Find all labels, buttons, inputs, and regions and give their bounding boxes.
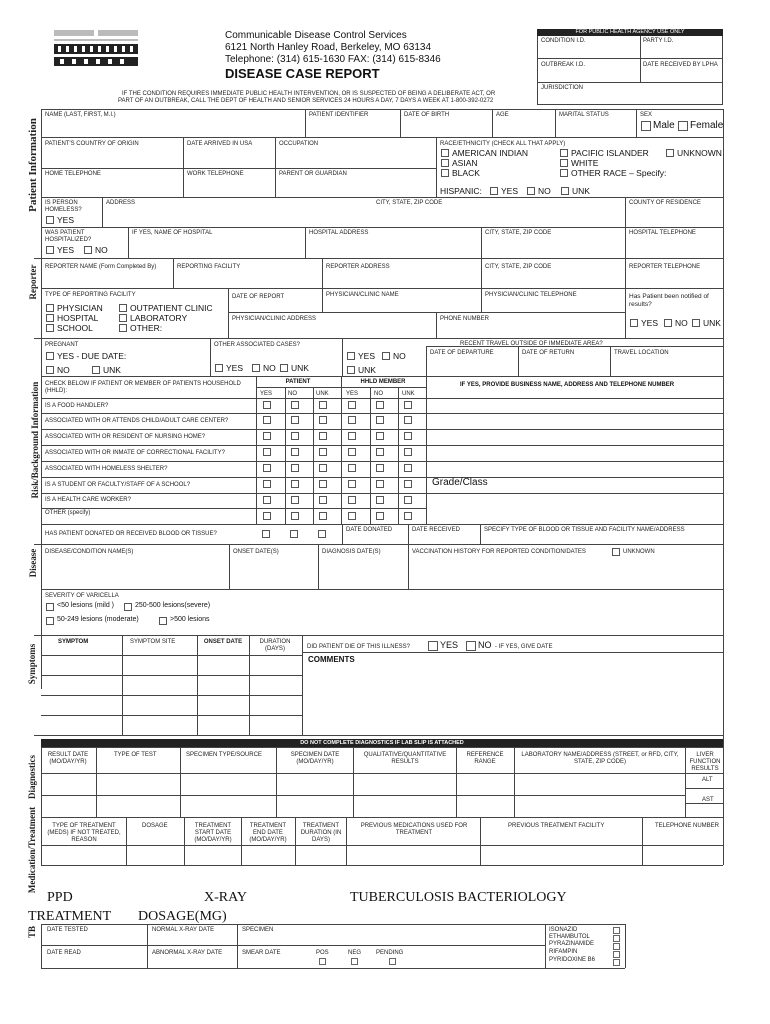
risk-q3-hhld-unk-checkbox[interactable] [404,432,412,440]
risk-q8-hhld-yes-checkbox[interactable] [348,512,356,520]
symptom-header: SYMPTOM [58,639,89,645]
risk-q4-hhld-yes-checkbox[interactable] [348,448,356,456]
tb-pyrazinamide-checkbox[interactable] [613,943,620,950]
risk-q3-patient-no-checkbox[interactable] [291,432,299,440]
age-field[interactable]: AGE [496,112,509,118]
sex-female-checkbox[interactable] [678,121,688,131]
smear-neg-checkbox[interactable] [351,958,358,965]
question-food-handler: IS A FOOD HANDLER? [45,403,109,409]
tb-ethambutol-checkbox[interactable] [613,935,620,942]
jurisdiction-field[interactable]: JURISDICTION [541,85,583,91]
party-id-field[interactable]: PARTY I.D. [643,38,674,44]
risk-q3-hhld-no-checkbox[interactable] [376,432,384,440]
risk-q6-hhld-no-checkbox[interactable] [376,480,384,488]
risk-q5-hhld-yes-checkbox[interactable] [348,464,356,472]
reporter-name-field[interactable]: REPORTER NAME (Form Completed By) [45,264,157,270]
risk-q8-patient-yes-checkbox[interactable] [263,512,271,520]
ast-label: AST [702,797,714,803]
section-label-risk: Risk/Background Information [30,381,40,499]
hospital-city-field[interactable]: CITY, STATE, ZIP CODE [485,230,552,236]
died-no-checkbox[interactable] [466,641,476,651]
patient-no-col: NO [288,391,297,397]
hospitalized-yes-checkbox[interactable] [46,246,54,254]
race-pacific-islander-checkbox[interactable] [560,149,568,157]
question-school: IS A STUDENT OR FACULTY/STAFF OF A SCHOOL? [45,482,191,488]
tb-pyridoxine-checkbox[interactable] [613,959,620,966]
risk-q2-hhld-yes-checkbox[interactable] [348,416,356,424]
onset-date-header: ONSET DATE [203,639,243,645]
patient-died-label: DID PATIENT DIE OF THIS ILLNESS? [307,644,410,650]
hispanic-label: HISPANIC: [440,186,482,196]
section-label-disease: Disease [28,548,38,578]
notified-no-checkbox[interactable] [664,319,672,327]
race-unknown-checkbox[interactable] [666,149,674,157]
question-correctional: ASSOCIATED WITH OR INMATE OF CORRECTIONAL FACILITY? [45,450,225,456]
tb-med-ethambutol: ETHAMBUTOL [549,934,590,940]
donated-yes-checkbox[interactable] [262,530,270,538]
business-info-label: IF YES, PROVIDE BUSINESS NAME, ADDRESS AND TELEPHONE NUMBER [460,382,675,388]
form-title: DISEASE CASE REPORT [225,66,380,81]
risk-q2-hhld-no-checkbox[interactable] [376,416,384,424]
died-yes-checkbox[interactable] [428,641,438,651]
risk-q4-hhld-no-checkbox[interactable] [376,448,384,456]
patient-name-field[interactable]: NAME (LAST, FIRST, M.I.) [45,112,116,118]
hhld-yes-col: YES [346,391,359,397]
donated-no-checkbox[interactable] [290,530,298,538]
outbreak-id-field[interactable]: OUTBREAK I.D. [541,62,586,68]
homeless-yes-label: YES [57,215,75,225]
race-pacific-islander-label: PACIFIC ISLANDER [571,148,649,158]
risk-q6-hhld-unk-checkbox[interactable] [404,480,412,488]
date-tested-field[interactable]: DATE TESTED [47,927,88,933]
race-asian-label: ASIAN [452,158,478,168]
hospitalized-no-checkbox[interactable] [84,246,92,254]
notified-yes-checkbox[interactable] [630,319,638,327]
risk-q1-hhld-yes-checkbox[interactable] [348,401,356,409]
symptom-site-header: SYMPTOM SITE [130,639,176,645]
sex-male-label: Male [653,120,675,131]
notified-unk-label: UNK [703,318,721,328]
homeless-label: IS PERSON HOMELESS? [45,200,82,213]
risk-q1-patient-no-checkbox[interactable] [291,401,299,409]
date-donated-field[interactable]: DATE DONATED [346,527,393,533]
hospitalized-yes-label: YES [57,245,75,255]
start-date-header: TREATMENT START DATE (MO/DAY/YR) [194,823,232,843]
alt-label: ALT [702,777,713,783]
varicella-severe-label: 250-500 lesions(severe) [135,602,211,609]
sex-female-label: Female [690,120,724,131]
risk-q8-patient-no-checkbox[interactable] [291,512,299,520]
condition-id-field[interactable]: CONDITION I.D. [541,38,586,44]
patient-notified-label: Has Patient been notified of results? [629,293,709,308]
pregnant-unk-checkbox[interactable] [92,366,100,374]
race-other-checkbox[interactable] [560,169,568,177]
notified-yes-label: YES [641,318,659,328]
died-yes-label: YES [440,640,459,650]
pregnant-unk-label: UNK [103,365,121,375]
other-specify-field[interactable]: OTHER (specify) [45,510,91,516]
reference-range-header: REFERENCE RANGE [466,752,504,765]
risk-q3-hhld-yes-checkbox[interactable] [348,432,356,440]
facility-school-label: SCHOOL [57,323,93,333]
phone-number-field[interactable]: PHONE NUMBER [440,316,490,322]
grade-class-label: Grade/Class [432,477,488,488]
hhld-unk-col: UNK [402,391,415,397]
risk-q6-hhld-yes-checkbox[interactable] [348,480,356,488]
varicella-mild-label: <50 lesions (mild ) [57,602,114,609]
varicella-label: SEVERITY OF VARICELLA [45,593,119,599]
agency-phone: Telephone: (314) 615-1630 FAX: (314) 615-8346 [225,54,441,65]
smear-date-field[interactable]: SMEAR DATE [242,950,281,956]
facility-physician-label: PHYSICIAN [57,303,103,313]
xray-heading: X-RAY [204,890,248,905]
treatment-telephone-header: TELEPHONE NUMBER [655,823,720,829]
travel-unk-label: UNK [358,365,376,375]
previous-facility-header: PREVIOUS TREATMENT FACILITY [508,823,605,829]
date-read-field[interactable]: DATE READ [47,950,81,956]
patient-yes-col: YES [260,391,273,397]
tb-med-pyrazinamide: PYRAZINAMIDE [549,941,595,947]
marital-status-field[interactable]: MARITAL STATUS [559,112,609,118]
risk-q1-hhld-no-checkbox[interactable] [376,401,384,409]
notified-no-label: NO [675,318,688,328]
other-cases-unk-checkbox[interactable] [280,364,288,372]
race-black-checkbox[interactable] [441,169,449,177]
section-label-treatment: Medication/Treatment [27,806,37,894]
patient-unk-col: UNK [316,391,329,397]
agency-name: Communicable Disease Control Services [225,30,407,41]
previous-meds-header: PREVIOUS MEDICATIONS USED FOR TREATMENT [360,823,468,836]
travel-yes-checkbox[interactable] [347,352,355,360]
test-type-header: TYPE OF TEST [114,752,157,758]
pregnant-no-label: NO [57,365,70,375]
race-white-label: WHITE [571,158,599,168]
facility-other-checkbox[interactable] [119,324,127,332]
risk-q6-patient-unk-checkbox[interactable] [319,480,327,488]
hispanic-yes-checkbox[interactable] [490,187,498,195]
risk-q7-hhld-unk-checkbox[interactable] [404,496,412,504]
home-telephone-field[interactable]: HOME TELEPHONE [45,171,101,177]
other-cases-no-checkbox[interactable] [252,364,260,372]
question-homeless-shelter: ASSOCIATED WITH HOMELESS SHELTER? [45,466,168,472]
risk-q3-patient-unk-checkbox[interactable] [319,432,327,440]
risk-q1-patient-yes-checkbox[interactable] [263,401,271,409]
risk-q7-patient-no-checkbox[interactable] [291,496,299,504]
tb-rifampin-checkbox[interactable] [613,951,620,958]
clinic-telephone-field[interactable]: PHYSICIAN/CLINIC TELEPHONE [485,292,577,298]
hhld-column-header: HHLD MEMBER [360,379,406,385]
travel-yes-label: YES [358,351,376,361]
ppd-heading: PPD [47,890,73,905]
facility-physician-checkbox[interactable] [46,304,54,312]
travel-no-checkbox[interactable] [382,352,390,360]
pregnant-no-checkbox[interactable] [46,366,54,374]
tb-med-pyridoxine: PYRIDOXINE B6 [549,957,596,963]
hospital-name-field[interactable]: IF YES, NAME OF HOSPITAL [132,230,213,236]
section-label-reporter: Reporter [28,264,38,300]
facility-outpatient-checkbox[interactable] [119,304,127,312]
notice-line-1: IF THE CONDITION REQUIRES IMMEDIATE PUBLIC HEALTH INTERVENTION, OR IS SUSPECTED OF BEING A DELIBERATE ACT, OR [122,91,496,97]
hispanic-unk-label: UNK [572,186,590,196]
hhld-no-col: NO [374,391,383,397]
risk-q5-patient-unk-checkbox[interactable] [319,464,327,472]
section-label-tb: TB [27,926,37,939]
race-white-checkbox[interactable] [560,159,568,167]
section-label-symptoms: Symptoms [27,643,37,685]
date-arrived-usa-field[interactable]: DATE ARRIVED IN USA [187,141,253,147]
pregnant-yes-due-label: YES - DUE DATE: [57,351,127,361]
risk-q2-hhld-unk-checkbox[interactable] [404,416,412,424]
question-child-care: ASSOCIATED WITH OR ATTENDS CHILD/ADULT CARE CENTER? [45,418,229,424]
specimen-date-header: SPECIMEN DATE (MO/DAY/YR) [290,752,340,765]
facility-laboratory-label: LABORATORY [130,313,188,323]
smear-pending-checkbox[interactable] [389,958,396,965]
risk-q7-hhld-no-checkbox[interactable] [376,496,384,504]
pregnant-label: PREGNANT [45,342,79,348]
risk-q7-patient-unk-checkbox[interactable] [319,496,327,504]
died-date-label: - IF YES, GIVE DATE [495,644,553,650]
hospital-address-field[interactable]: HOSPITAL ADDRESS [309,230,369,236]
onset-dates-field[interactable]: ONSET DATE(S) [233,549,279,555]
agency-logo [52,27,142,69]
section-label-patient: Patient Information [27,118,39,212]
comments-field[interactable] [303,666,721,734]
diagnostics-banner: DO NOT COMPLETE DIAGNOSTICS IF LAB SLIP IS ATTACHED [41,739,723,747]
patient-column-header: PATIENT [285,379,311,385]
city-state-zip-field[interactable]: CITY, STATE, ZIP CODE [376,200,443,206]
race-asian-checkbox[interactable] [441,159,449,167]
sex-label: SEX [640,112,653,118]
smear-pos-label: POS [316,950,329,956]
risk-q3-patient-yes-checkbox[interactable] [263,432,271,440]
race-unknown-label: UNKNOWN [677,148,722,158]
risk-q7-patient-yes-checkbox[interactable] [263,496,271,504]
results-header: QUALITATIVE/QUANTITATIVE RESULTS [363,752,447,765]
clinic-name-field[interactable]: PHYSICIAN/CLINIC NAME [326,292,399,298]
travel-no-label: NO [393,351,406,361]
duration-header: DURATION (DAYS) [259,639,291,652]
hispanic-no-label: NO [538,186,551,196]
date-received-field[interactable]: DATE RECEIVED [412,527,460,533]
departure-date-field[interactable]: DATE OF DEPARTURE [430,350,494,356]
abnormal-xray-field[interactable]: ABNORMAL X-RAY DATE [152,950,223,956]
treatment-type-header: TYPE OF TREATMENT (MEDS) IF NOT TREATED, REASON [47,823,121,843]
other-cases-yes-label: YES [226,363,244,373]
diagnosis-dates-field[interactable]: DIAGNOSIS DATE(S) [322,549,381,555]
travel-unk-checkbox[interactable] [347,366,355,374]
varicella-moderate-label: 50-249 lesions (moderate) [57,616,139,623]
question-nursing-home: ASSOCIATED WITH OR RESIDENT OF NURSING HOME? [45,434,206,440]
disease-names-field[interactable]: DISEASE/CONDITION NAME(S) [45,549,134,555]
donated-unk-checkbox[interactable] [318,530,326,538]
risk-q5-hhld-no-checkbox[interactable] [376,464,384,472]
other-cases-label: OTHER ASSOCIATED CASES? [214,342,300,348]
risk-q4-patient-no-checkbox[interactable] [291,448,299,456]
liver-function-header: LIVER FUNCTION RESULTS [689,752,721,772]
race-other-label: OTHER RACE – Specify: [571,168,667,178]
result-date-header: RESULT DATE (MO/DAY/YR) [47,752,89,765]
homeless-yes-checkbox[interactable] [46,216,54,224]
question-health-care-worker: IS A HEALTH CARE WORKER? [45,497,131,503]
date-received-lpha-field[interactable]: DATE RECEIVED BY LPHA [643,62,718,68]
smear-neg-label: NEG [348,950,362,956]
vaccination-unknown-checkbox[interactable] [612,548,620,556]
treatment-heading: TREATMENT [28,909,112,924]
facility-laboratory-checkbox[interactable] [119,314,127,322]
risk-q8-hhld-unk-checkbox[interactable] [404,512,412,520]
facility-hospital-label: HOSPITAL [57,313,99,323]
varicella-severe-checkbox[interactable] [124,603,132,611]
risk-q8-patient-unk-checkbox[interactable] [319,512,327,520]
risk-q6-patient-yes-checkbox[interactable] [263,480,271,488]
facility-outpatient-label: OUTPATIENT CLINIC [130,303,213,313]
facility-type-label: TYPE OF REPORTING FACILITY [45,292,136,298]
treatment-duration-header: TREATMENT DURATION (IN DAYS) [300,823,342,843]
risk-q2-patient-unk-checkbox[interactable] [319,416,327,424]
section-label-diagnostics: Diagnostics [27,755,37,800]
risk-q1-patient-unk-checkbox[interactable] [319,401,327,409]
reporting-facility-field[interactable]: REPORTING FACILITY [177,264,241,270]
hospitalized-no-label: NO [95,245,108,255]
facility-hospital-checkbox[interactable] [46,314,54,322]
hispanic-yes-label: YES [501,186,519,196]
risk-q5-patient-yes-checkbox[interactable] [263,464,271,472]
office-use-header: FOR PUBLIC HEALTH AGENCY USE ONLY [537,29,723,36]
risk-q1-hhld-unk-checkbox[interactable] [404,401,412,409]
notice-line-2: PART OF AN OUTBREAK, CALL THE DEPT OF HEALTH AND SENIOR SERVICES 24 HOURS A DAY, 7 DAYS A WEEK AT 1-800-392-0272 [118,98,494,104]
other-cases-unk-label: UNK [291,363,309,373]
specimen-field[interactable]: SPECIMEN [242,927,274,933]
bacteriology-heading: TUBERCULOSIS BACTERIOLOGY [350,890,567,905]
comments-label: COMMENTS [308,655,355,664]
tissue-type-field[interactable]: SPECIFY TYPE OF BLOOD OR TISSUE AND FACILITY NAME/ADDRESS [484,527,685,533]
tb-med-isonazid: ISONAZID [549,927,578,933]
race-american-indian-checkbox[interactable] [441,149,449,157]
normal-xray-field[interactable]: NORMAL X-RAY DATE [152,927,215,933]
county-of-residence-field[interactable]: COUNTY OF RESIDENCE [629,200,701,206]
hispanic-no-checkbox[interactable] [527,187,535,195]
reporter-telephone-field[interactable]: REPORTER TELEPHONE [629,264,701,270]
smear-pending-label: PENDING [376,950,404,956]
risk-q2-patient-yes-checkbox[interactable] [263,416,271,424]
travel-label: RECENT TRAVEL OUTSIDE OF IMMEDIATE AREA? [460,341,603,347]
donated-blood-label: HAS PATIENT DONATED OR RECEIVED BLOOD OR TISSUE? [45,531,217,537]
parent-guardian-field[interactable]: PARENT OR GUARDIAN [279,171,347,177]
return-date-field[interactable]: DATE OF RETURN [522,350,575,356]
vaccination-history-field[interactable]: VACCINATION HISTORY FOR REPORTED CONDITION/DATES [412,549,586,555]
reporter-city-field[interactable]: CITY, STATE, ZIP CODE [485,264,552,270]
sex-male-checkbox[interactable] [641,121,651,131]
hospital-telephone-field[interactable]: HOSPITAL TELEPHONE [629,230,696,236]
risk-q7-hhld-yes-checkbox[interactable] [348,496,356,504]
risk-q5-patient-no-checkbox[interactable] [291,464,299,472]
notified-unk-checkbox[interactable] [692,319,700,327]
dosage-mg-heading: DOSAGE(MG) [138,909,227,924]
other-cases-yes-checkbox[interactable] [215,364,223,372]
hispanic-unk-checkbox[interactable] [561,187,569,195]
risk-q4-patient-unk-checkbox[interactable] [319,448,327,456]
varicella-500-checkbox[interactable] [159,617,167,625]
date-of-birth-field[interactable]: DATE OF BIRTH [404,112,450,118]
hospitalized-label: WAS PATIENT HOSPITALIZED? [45,230,92,243]
race-black-label: BLACK [452,168,480,178]
risk-q5-hhld-unk-checkbox[interactable] [404,464,412,472]
risk-q6-patient-no-checkbox[interactable] [291,480,299,488]
date-of-report-field[interactable]: DATE OF REPORT [232,294,285,300]
occupation-field[interactable]: OCCUPATION [279,141,319,147]
clinic-address-field[interactable]: PHYSICIAN/CLINIC ADDRESS [232,316,317,322]
tb-isonazid-checkbox[interactable] [613,927,620,934]
lab-name-header: LABORATORY NAME/ADDRESS (STREET, or RFD, CITY, STATE, ZIP CODE) [521,752,679,765]
varicella-moderate-checkbox[interactable] [46,617,54,625]
dosage-header: DOSAGE [142,823,168,829]
risk-q4-patient-yes-checkbox[interactable] [263,448,271,456]
race-label: RACE/ETHNICITY (CHECK ALL THAT APPLY) [440,141,566,147]
work-telephone-field[interactable]: WORK TELEPHONE [187,171,244,177]
facility-school-checkbox[interactable] [46,324,54,332]
address-field[interactable]: ADDRESS [106,200,136,206]
pregnant-yes-checkbox[interactable] [46,352,54,360]
risk-q2-patient-no-checkbox[interactable] [291,416,299,424]
reporter-address-field[interactable]: REPORTER ADDRESS [326,264,390,270]
risk-q8-hhld-no-checkbox[interactable] [376,512,384,520]
died-no-label: NO [478,640,492,650]
end-date-header: TREATMENT END DATE (MO/DAY/YR) [249,823,287,843]
agency-address: 6121 North Hanley Road, Berkeley, MO 63134 [225,42,432,53]
race-american-indian-label: AMERICAN INDIAN [452,148,529,158]
check-below-label: CHECK BELOW IF PATIENT OR MEMBER OF PATIENTS HOUSEHOLD (HHLD): [45,381,241,394]
country-of-origin-field[interactable]: PATIENT'S COUNTRY OF ORIGIN [45,141,139,147]
patient-identifier-field[interactable]: PATIENT IDENTIFIER [309,112,369,118]
varicella-mild-checkbox[interactable] [46,603,54,611]
travel-location-field[interactable]: TRAVEL LOCATION [614,350,669,356]
tb-med-rifampin: RIFAMPIN [549,949,578,955]
other-cases-no-label: NO [263,363,276,373]
risk-q4-hhld-unk-checkbox[interactable] [404,448,412,456]
specimen-type-header: SPECIMEN TYPE/SOURCE [186,752,262,758]
varicella-500-label: >500 lesions [170,616,210,623]
facility-other-label: OTHER: [130,323,163,333]
smear-pos-checkbox[interactable] [319,958,326,965]
vaccination-unknown-label: UNKNOWN [623,549,655,555]
